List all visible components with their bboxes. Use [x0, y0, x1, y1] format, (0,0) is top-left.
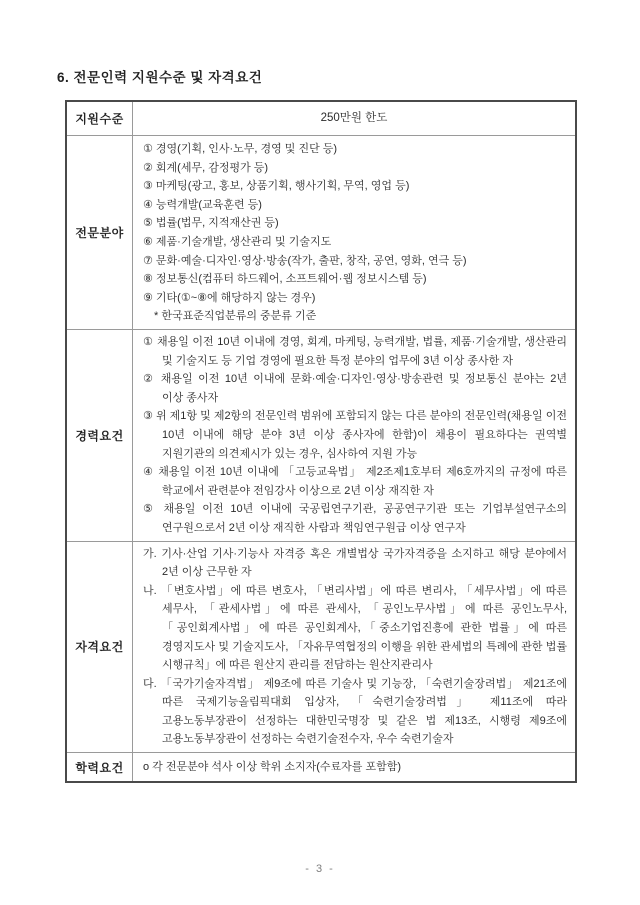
list-item: 가. 기사·산업 기사·기능사 자격증 혹은 개별법상 국가자격증을 소지하고 해당 분야에서 2년 이상 근무한 자	[143, 547, 567, 579]
row-content	[133, 753, 575, 781]
item-marker: ⑧	[143, 273, 153, 286]
document-title: 6. 전문인력 지원수준 및 자격요건	[57, 70, 263, 85]
row-label: 학력요건	[67, 753, 133, 781]
item-marker: 가.	[143, 547, 157, 560]
list-item: o 각 전문분야 석사 이상 학위 소지자(수료자를 포함함)	[143, 760, 401, 773]
item-marker: 다.	[143, 677, 157, 690]
item-marker: ②	[143, 161, 153, 174]
item-marker: ②	[143, 373, 156, 386]
row-label: 전문분야	[67, 136, 133, 329]
list-item: ⑦ 문화·예술·디자인·영상·방송(작가, 출판, 창작, 공연, 영화, 연극 등)	[143, 254, 467, 267]
list-item: ③ 위 제1항 및 제2항의 전문인력 범위에 포함되지 않는 다른 분야의 전문인력(채용일 이전 10년 이내에 해당 분야 3년 이상 종사자에 한함)이 채용이 필요하다는 권역별 지원기관의 의견제시가 있는 경우, 심사하여 지원 가능	[143, 410, 567, 460]
table-row-specialty-fields	[67, 135, 575, 329]
list-item: ① 채용일 이전 10년 이내에 경영, 회계, 마케팅, 능력개발, 법률, 제품·기술개발, 생산관리 및 기술지도 등 기업 경영에 필요한 특정 분야의 업무에 3년 이상 종사한 자	[143, 336, 567, 367]
list-item: 나. 「변호사법」에 따른 변호사, 「변리사법」에 따른 변리사, 「세무사법」에 따른 세무사, 「관세사법」에 따른 관세사, 「공인노무사법」에 따른 공인노무사, 「공인회계사법」에 따른 공인회계사,「중소기업진흥에 관한 법률」에 따른 경영지도사 및 기술지도사, 「자유무역협정의 이행을 위한 관세법의 특례에 관한 법률 시행규칙」에 따른 원산지 관리를 전담하는 원산지관리사	[143, 584, 567, 672]
item-marker: ④	[143, 198, 153, 211]
row-content	[133, 136, 575, 329]
item-marker: ⑤	[143, 217, 153, 230]
row-content	[133, 102, 575, 135]
item-marker: 나.	[143, 584, 157, 597]
list-item: * 한국표준직업분류의 중분류 기준	[154, 310, 317, 323]
item-marker: ③	[143, 410, 153, 423]
row-content	[133, 542, 575, 753]
item-marker: ⑥	[143, 235, 153, 248]
list-item: ① 경영(기획, 인사·노무, 경영 및 진단 등)	[143, 143, 338, 155]
row-label: 지원수준	[67, 102, 133, 135]
list-item: ② 채용일 이전 10년 이내에 문화·예술·디자인·영상·방송관련 및 정보통신 분야는 2년 이상 종사자	[143, 373, 567, 404]
item-marker: o	[143, 760, 150, 773]
table-row-qualification-requirements	[67, 541, 575, 753]
row-label: 경력요건	[67, 330, 133, 541]
table-row-education-requirements	[67, 752, 575, 781]
list-item: 250만원 한도	[320, 112, 388, 125]
row-label: 자격요건	[67, 542, 133, 753]
item-marker: *	[154, 310, 159, 323]
list-item: ⑤ 법률(법무, 지적재산권 등)	[143, 217, 279, 230]
item-marker: ⑦	[143, 254, 153, 267]
list-item: ③ 마케팅(광고, 홍보, 상품기획, 행사기획, 무역, 영업 등)	[143, 180, 410, 193]
item-marker: ⑤	[143, 503, 157, 516]
table-row-career-requirements	[67, 329, 575, 541]
list-item: ⑥ 제품·기술개발, 생산관리 및 기술지도	[143, 235, 332, 248]
item-marker: ①	[143, 336, 154, 348]
page-number: - 3 -	[305, 863, 335, 875]
item-marker: ①	[143, 143, 153, 155]
list-item: 다. 「국가기술자격법」 제9조에 따른 기술사 및 기능장, 「숙련기술장려법」 제21조에 따른 국제기능올림픽대회 입상자, 「숙련기술장려법」 제11조에 따라 고용노동부장관이 선정하는 대한민국명장 및 같은 법 제13조, 시행령 제9조에 고용노동부장관이 선정하는 숙련기술전수자, 우수 숙련기술자	[143, 677, 567, 746]
list-item: ② 회계(세무, 감정평가 등)	[143, 161, 269, 174]
list-item: ⑧ 정보통신(컴퓨터 하드웨어, 소프트웨어·웹 정보시스템 등)	[143, 273, 427, 286]
table-row-support-level	[67, 102, 575, 135]
list-item: ⑨ 기타(①~⑧에 해당하지 않는 경우)	[143, 291, 316, 304]
list-item: ④ 능력개발(교육훈련 등)	[143, 198, 262, 211]
requirements-table	[65, 100, 577, 783]
item-marker: ④	[143, 466, 155, 479]
row-content	[133, 330, 575, 541]
item-marker: ⑨	[143, 291, 153, 304]
item-marker: ③	[143, 180, 153, 193]
list-item: ④ 채용일 이전 10년 이내에 「고등교육법」 제2조제1호부터 제6호까지의 규정에 따른 학교에서 관련분야 전임강사 이상으로 2년 이상 재직한 자	[143, 466, 567, 497]
list-item: ⑤ 채용일 이전 10년 이내에 국공립연구기관, 공공연구기관 또는 기업부설연구소의 연구원으로서 2년 이상 재직한 사람과 책임연구원급 이상 연구자	[143, 503, 567, 534]
